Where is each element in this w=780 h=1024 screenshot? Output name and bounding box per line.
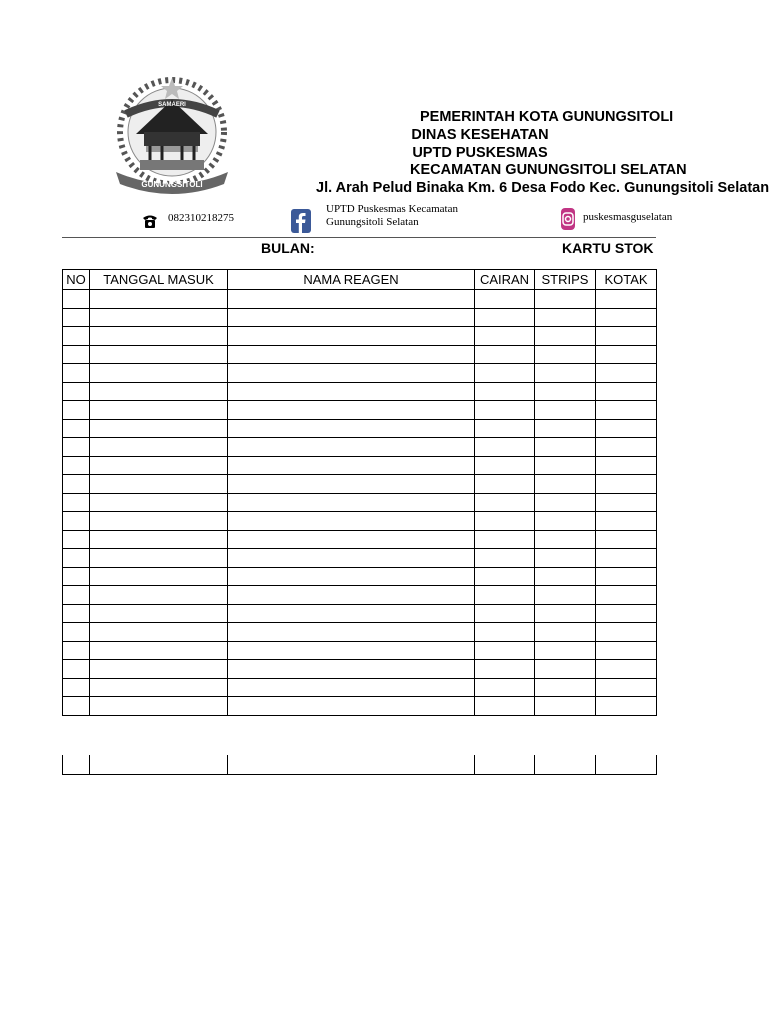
- table-cell[interactable]: [228, 678, 475, 697]
- table-row: [63, 382, 657, 401]
- table-row: [63, 364, 657, 383]
- phone-icon: [141, 212, 159, 230]
- table-cell[interactable]: [535, 438, 596, 457]
- table-cell[interactable]: [535, 308, 596, 327]
- table-row: [63, 493, 657, 512]
- table-cell[interactable]: [90, 493, 228, 512]
- header-district: KECAMATAN GUNUNGSITOLI SELATAN: [410, 162, 687, 178]
- table-cell[interactable]: [596, 475, 657, 494]
- table-cell[interactable]: [90, 345, 228, 364]
- table-cell[interactable]: [535, 419, 596, 438]
- table-cell[interactable]: [535, 755, 596, 774]
- table-cell[interactable]: [475, 512, 535, 531]
- table-row: [63, 290, 657, 309]
- table-cell[interactable]: [63, 567, 90, 586]
- table-cell[interactable]: [475, 345, 535, 364]
- table-cell[interactable]: [475, 586, 535, 605]
- instagram-handle: puskesmasguselatan: [583, 211, 673, 223]
- table-cell[interactable]: [90, 327, 228, 346]
- table-cell[interactable]: [535, 530, 596, 549]
- table-cell[interactable]: [228, 697, 475, 716]
- table-cell[interactable]: [535, 382, 596, 401]
- table-cell[interactable]: [535, 697, 596, 716]
- table-cell[interactable]: [596, 438, 657, 457]
- header-uptd: UPTD PUSKESMAS: [412, 145, 548, 161]
- table-cell[interactable]: [475, 382, 535, 401]
- table-row: [63, 345, 657, 364]
- table-cell[interactable]: [90, 401, 228, 420]
- table-row: [63, 512, 657, 531]
- table-row: [63, 567, 657, 586]
- table-cell[interactable]: [596, 549, 657, 568]
- table-cell[interactable]: [90, 382, 228, 401]
- col-header-strips: STRIPS: [535, 270, 596, 290]
- table-row: [63, 530, 657, 549]
- table-cell[interactable]: [596, 419, 657, 438]
- table-cell[interactable]: [90, 604, 228, 623]
- table-cell[interactable]: [228, 493, 475, 512]
- table-cell[interactable]: [596, 530, 657, 549]
- table-cell[interactable]: [475, 530, 535, 549]
- table-cell[interactable]: [63, 456, 90, 475]
- table-cell[interactable]: [475, 456, 535, 475]
- table-cell[interactable]: [475, 290, 535, 309]
- table-cell[interactable]: [475, 419, 535, 438]
- table-cell[interactable]: [63, 419, 90, 438]
- table-row: [63, 623, 657, 642]
- table-cell[interactable]: [475, 364, 535, 383]
- table-cell[interactable]: [228, 290, 475, 309]
- table-row: [63, 327, 657, 346]
- header-address: Jl. Arah Pelud Binaka Km. 6 Desa Fodo Kec. Gunungsitoli Selatan: [316, 180, 770, 196]
- table-cell[interactable]: [90, 290, 228, 309]
- table-cell[interactable]: [596, 660, 657, 679]
- table-cell[interactable]: [228, 438, 475, 457]
- table-cell[interactable]: [228, 382, 475, 401]
- table-row: [63, 549, 657, 568]
- table-cell[interactable]: [90, 660, 228, 679]
- col-header-reagent-name: NAMA REAGEN: [228, 270, 475, 290]
- table-cell[interactable]: [596, 290, 657, 309]
- table-cell[interactable]: [63, 308, 90, 327]
- table-cell[interactable]: [90, 512, 228, 531]
- table-cell[interactable]: [535, 586, 596, 605]
- table-cell[interactable]: [90, 530, 228, 549]
- table-cell[interactable]: [90, 755, 228, 774]
- instagram-clip: [583, 211, 673, 225]
- table-cell[interactable]: [596, 586, 657, 605]
- table-cell[interactable]: [228, 419, 475, 438]
- table-cell[interactable]: [228, 456, 475, 475]
- table-cell[interactable]: [596, 678, 657, 697]
- table-row: [63, 586, 657, 605]
- header-divider: [62, 237, 656, 238]
- total-row-table: [62, 755, 657, 775]
- table-cell[interactable]: [228, 641, 475, 660]
- table-cell[interactable]: [90, 586, 228, 605]
- table-cell[interactable]: [475, 567, 535, 586]
- table-cell[interactable]: [535, 623, 596, 642]
- table-cell[interactable]: [63, 604, 90, 623]
- table-cell[interactable]: [63, 755, 90, 774]
- table-row: [63, 438, 657, 457]
- table-cell[interactable]: [596, 493, 657, 512]
- table-cell[interactable]: [63, 493, 90, 512]
- table-row: [63, 641, 657, 660]
- col-header-no: NO: [63, 270, 90, 290]
- card-title: KARTU STOK: [562, 240, 654, 256]
- table-cell[interactable]: [535, 456, 596, 475]
- table-cell[interactable]: [228, 660, 475, 679]
- table-row: [63, 604, 657, 623]
- table-cell[interactable]: [475, 549, 535, 568]
- svg-text:SAMAERI: SAMAERI: [158, 102, 186, 108]
- table-cell[interactable]: [63, 401, 90, 420]
- table-cell[interactable]: [63, 438, 90, 457]
- table-cell[interactable]: [535, 401, 596, 420]
- table-cell[interactable]: [63, 512, 90, 531]
- table-cell[interactable]: [596, 345, 657, 364]
- table-cell[interactable]: [475, 697, 535, 716]
- table-cell[interactable]: [228, 345, 475, 364]
- table-cell[interactable]: [475, 493, 535, 512]
- table-cell[interactable]: [63, 641, 90, 660]
- table-cell[interactable]: [596, 364, 657, 383]
- table-cell[interactable]: [90, 549, 228, 568]
- table-cell[interactable]: [63, 660, 90, 679]
- table-cell[interactable]: [228, 475, 475, 494]
- table-cell[interactable]: [63, 697, 90, 716]
- table-cell[interactable]: [90, 308, 228, 327]
- table-cell[interactable]: [90, 438, 228, 457]
- table-row: [63, 456, 657, 475]
- table-cell[interactable]: [535, 327, 596, 346]
- table-cell[interactable]: [90, 419, 228, 438]
- table-cell[interactable]: [596, 755, 657, 774]
- table-cell[interactable]: [535, 364, 596, 383]
- table-cell[interactable]: [228, 755, 475, 774]
- table-cell[interactable]: [90, 567, 228, 586]
- table-row: [63, 678, 657, 697]
- table-cell[interactable]: [63, 586, 90, 605]
- table-cell[interactable]: [63, 382, 90, 401]
- table-cell[interactable]: [90, 641, 228, 660]
- month-label: BULAN:: [261, 240, 315, 256]
- table-row: [63, 660, 657, 679]
- letterhead: [300, 100, 770, 200]
- table-cell[interactable]: [90, 697, 228, 716]
- table-cell[interactable]: [535, 678, 596, 697]
- header-department: DINAS KESEHATAN: [411, 127, 549, 143]
- table-cell[interactable]: [63, 364, 90, 383]
- table-cell[interactable]: [475, 327, 535, 346]
- table-cell[interactable]: [63, 678, 90, 697]
- table-cell[interactable]: [90, 456, 228, 475]
- table-cell[interactable]: [90, 364, 228, 383]
- table-cell[interactable]: [535, 290, 596, 309]
- table-cell[interactable]: [535, 641, 596, 660]
- table-cell[interactable]: [63, 475, 90, 494]
- table-row: [63, 475, 657, 494]
- table-cell[interactable]: [535, 493, 596, 512]
- table-cell[interactable]: [535, 345, 596, 364]
- table-cell[interactable]: [475, 623, 535, 642]
- table-cell[interactable]: [228, 549, 475, 568]
- table-cell[interactable]: [535, 549, 596, 568]
- header-government: PEMERINTAH KOTA GUNUNGSITOLI: [420, 109, 674, 125]
- city-emblem-logo: [96, 74, 248, 198]
- facebook-account-line1: UPTD Puskesmas Kecamatan: [326, 203, 458, 215]
- table-cell[interactable]: [596, 382, 657, 401]
- table-cell[interactable]: [90, 475, 228, 494]
- table-cell[interactable]: [475, 604, 535, 623]
- table-cell[interactable]: [596, 327, 657, 346]
- table-cell[interactable]: [596, 308, 657, 327]
- table-cell[interactable]: [63, 530, 90, 549]
- table-row: [63, 401, 657, 420]
- table-cell[interactable]: [228, 567, 475, 586]
- table-cell[interactable]: [63, 327, 90, 346]
- table-cell[interactable]: [228, 530, 475, 549]
- table-cell[interactable]: [475, 308, 535, 327]
- table-cell[interactable]: [228, 364, 475, 383]
- facebook-account-line2: Gunungsitoli Selatan: [326, 216, 419, 228]
- table-cell[interactable]: [228, 401, 475, 420]
- facebook-icon[interactable]: [291, 209, 311, 233]
- table-cell[interactable]: [535, 512, 596, 531]
- svg-text:GUNUNGSITOLI: GUNUNGSITOLI: [141, 180, 203, 189]
- stock-table: [62, 269, 657, 716]
- table-cell[interactable]: [475, 755, 535, 774]
- table-cell[interactable]: [475, 660, 535, 679]
- table-cell[interactable]: [596, 623, 657, 642]
- col-header-box: KOTAK: [596, 270, 657, 290]
- table-cell[interactable]: [475, 475, 535, 494]
- table-cell[interactable]: [228, 308, 475, 327]
- instagram-icon[interactable]: [561, 208, 575, 230]
- card-title-clip: [560, 240, 656, 258]
- col-header-date-in: TANGGAL MASUK: [90, 270, 228, 290]
- table-cell[interactable]: [63, 290, 90, 309]
- table-cell[interactable]: [63, 549, 90, 568]
- table-cell[interactable]: [596, 567, 657, 586]
- table-cell[interactable]: [90, 623, 228, 642]
- table-cell[interactable]: [596, 401, 657, 420]
- table-cell[interactable]: [596, 604, 657, 623]
- table-cell[interactable]: [596, 697, 657, 716]
- table-cell[interactable]: [63, 345, 90, 364]
- col-header-liquid: CAIRAN: [475, 270, 535, 290]
- table-cell[interactable]: [535, 475, 596, 494]
- table-row: [63, 308, 657, 327]
- table-cell[interactable]: [90, 678, 228, 697]
- table-row: [63, 697, 657, 716]
- table-cell[interactable]: [535, 660, 596, 679]
- table-row: [63, 755, 657, 774]
- table-cell[interactable]: [475, 401, 535, 420]
- table-row: [63, 419, 657, 438]
- table-cell[interactable]: [535, 604, 596, 623]
- table-cell[interactable]: [535, 567, 596, 586]
- table-cell[interactable]: [475, 641, 535, 660]
- table-cell[interactable]: [228, 623, 475, 642]
- table-cell[interactable]: [228, 586, 475, 605]
- table-cell[interactable]: [228, 604, 475, 623]
- table-cell[interactable]: [596, 512, 657, 531]
- table-cell[interactable]: [596, 456, 657, 475]
- table-header-row: [63, 270, 657, 290]
- table-cell[interactable]: [63, 623, 90, 642]
- table-cell[interactable]: [475, 678, 535, 697]
- table-cell[interactable]: [228, 512, 475, 531]
- phone-number: 082310218275: [168, 212, 234, 224]
- table-cell[interactable]: [596, 641, 657, 660]
- table-cell[interactable]: [228, 327, 475, 346]
- table-cell[interactable]: [475, 438, 535, 457]
